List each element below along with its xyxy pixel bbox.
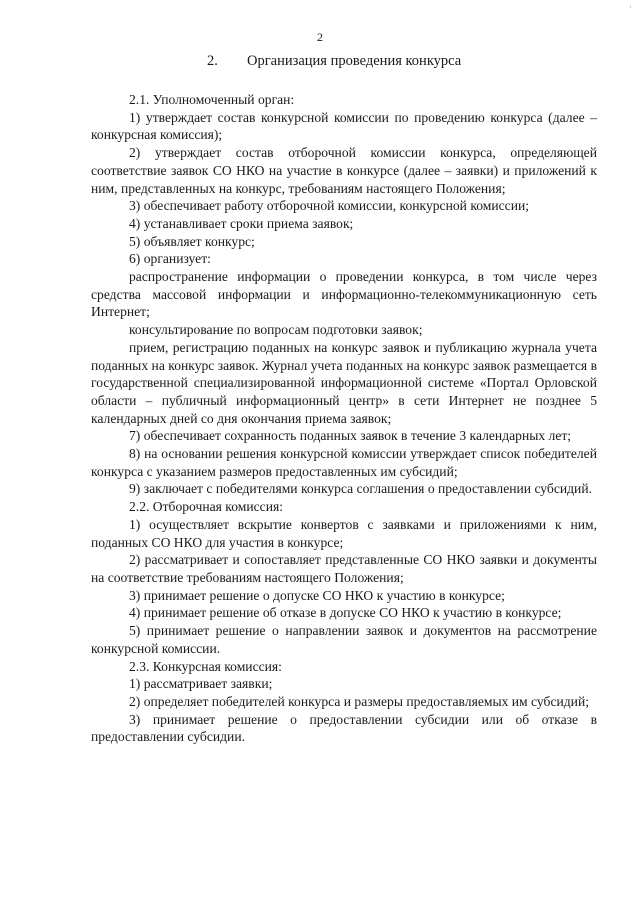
section-number: 2.	[207, 53, 218, 69]
list-item: 2) утверждает состав отборочной комиссии конкурса, определяющей соответствие заявок СО НКО на участие в конкурсе (далее – заявки) и приложений к ним, представленных на конкурс, требованиям настоящего Положения;	[91, 145, 597, 196]
paragraph: распространение информации о проведении конкурса, в том числе через средства массовой информации и информационно-телекоммуникационную сеть Интернет;	[91, 269, 597, 320]
list-item: 3) принимает решение о предоставлении субсидии или об отказе в предоставлении субсидии.	[91, 711, 597, 745]
subsection-heading: 2.3. Конкурсная комиссия:	[129, 658, 282, 674]
list-item: 4) принимает решение об отказе в допуске СО НКО к участию в конкурсе;	[129, 605, 562, 621]
list-item: 2) рассматривает и сопоставляет представленные СО НКО заявки и документы на соответствие требованиям настоящего Положения;	[91, 552, 597, 585]
paragraph: консультирование по вопросам подготовки заявок;	[129, 322, 423, 338]
list-item: 9) заключает с победителями конкурса соглашения о предоставлении субсидий.	[129, 481, 593, 497]
list-item: 3) обеспечивает работу отборочной комиссии, конкурсной комиссии;	[129, 198, 530, 214]
page-number: 2	[317, 30, 323, 44]
subsection-heading: 2.1. Уполномоченный орган:	[129, 92, 295, 107]
list-item: 5) объявляет конкурс;	[129, 233, 255, 249]
list-item: 7) обеспечивает сохранность поданных заявок в течение 3 календарных лет;	[129, 428, 572, 444]
list-item: 8) на основании решения конкурсной комиссии утверждает список победителей конкурса с указанием размеров предоставленных им субсидий;	[91, 446, 597, 479]
list-item: 1) утверждает состав конкурсной комиссии по проведению конкурса (далее – конкурсная комиссия);	[91, 109, 597, 143]
list-item: 1) рассматривает заявки;	[129, 676, 273, 692]
list-item: 5) принимает решение о направлении заявок и документов на рассмотрение конкурсной комиссии.	[91, 623, 597, 656]
list-item: 2) определяет победителей конкурса и размеры предоставляемых им субсидий;	[129, 693, 589, 709]
subsection-heading: 2.2. Отборочная комиссия:	[129, 499, 283, 515]
list-item: 3) принимает решение о допуске СО НКО к участию в конкурсе;	[129, 587, 505, 603]
section-heading	[207, 53, 461, 70]
corner-mark: ·	[629, 2, 632, 12]
section-title: Организация проведения конкурса	[247, 53, 462, 69]
list-item: 1) осуществляет вскрытие конвертов с заявками и приложениями к ним, поданных СО НКО для участия в конкурсе;	[91, 516, 597, 550]
document-body	[91, 91, 597, 746]
list-item: 4) устанавливает сроки приема заявок;	[129, 215, 354, 231]
paragraph: прием, регистрацию поданных на конкурс заявок и публикацию журнала учета поданных на конкурс заявок. Журнал учета поданных на конкурс заявок размещается в государственной специализированной информационной системе «Портал Орловской области – публичный информационный центр» в сети Интернет не позднее 5 календарных дней со дня окончания приема заявок;	[91, 339, 597, 426]
list-item: 6) организует:	[129, 251, 211, 267]
